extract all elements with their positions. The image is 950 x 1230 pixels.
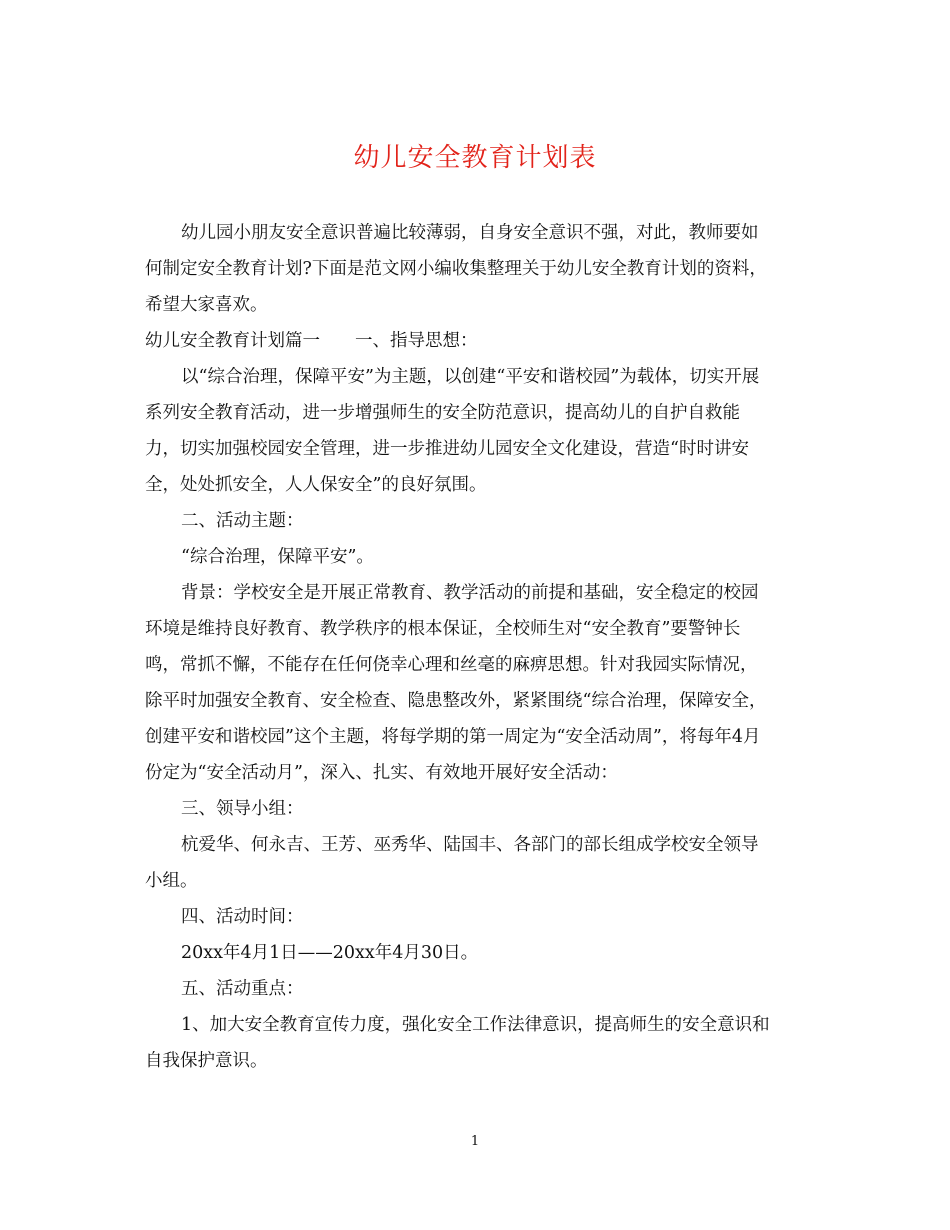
paragraph-line: 系列安全教育活动，进一步增强师生的安全防范意识，提高幼儿的自护自救能: [145, 403, 740, 423]
paragraph-line: 自我保护意识。: [145, 1051, 268, 1071]
paragraph-line: 全，处处抓安全，人人保安全”的良好氛围。: [145, 475, 487, 495]
paragraph-line: 除平时加强安全教育、安全检查、隐患整改外，紧紧围绕“综合治理，保障安全，: [145, 691, 767, 711]
paragraph-line: 份定为“安全活动月”，深入、扎实、有效地开展好安全活动：: [145, 763, 618, 783]
section-heading: 三、领导小组：: [181, 799, 304, 819]
section-heading: 五、活动重点：: [181, 979, 304, 999]
paragraph-line: 希望大家喜欢。: [145, 295, 268, 315]
paragraph-line: 幼儿园小朋友安全意识普遍比较薄弱，自身安全意识不强，对此，教师要如: [181, 223, 759, 243]
section-heading: 二、活动主题：: [181, 511, 304, 531]
paragraph-line: 鸣，常抓不懈，不能存在任何侥幸心理和丝毫的麻痹思想。针对我园实际情况，: [145, 655, 758, 675]
paragraph-line: 杭爱华、何永吉、王芳、巫秀华、陆国丰、各部门的部长组成学校安全领导: [181, 835, 759, 855]
paragraph-line: 20xx年4月1日——20xx年4月30日。: [181, 943, 479, 963]
paragraph-line: “综合治理，保障平安”。: [181, 547, 374, 567]
paragraph-line: 以“综合治理，保障平安”为主题，以创建“平安和谐校园”为载体，切实开展: [181, 367, 760, 387]
paragraph-line: 小组。: [145, 871, 198, 891]
paragraph-line: 力，切实加强校园安全管理，进一步推进幼儿园安全文化建设，营造“时时讲安: [145, 439, 749, 459]
paragraph-line: 背景：学校安全是开展正常教育、教学活动的前提和基础，安全稳定的校园: [181, 583, 759, 603]
paragraph-line: 幼儿安全教育计划篇一 一、指导思想：: [145, 331, 478, 351]
section-heading: 四、活动时间：: [181, 907, 304, 927]
paragraph-line: 创建平安和谐校园”这个主题，将每学期的第一周定为“安全活动周”，将每年4月: [145, 727, 761, 747]
page-title: 幼儿安全教育计划表: [353, 143, 597, 173]
page-number: 1: [470, 1134, 480, 1149]
paragraph-line: 何制定安全教育计划?下面是范文网小编收集整理关于幼儿安全教育计划的资料，: [145, 259, 767, 279]
paragraph-line: 1、加大安全教育宣传力度，强化安全工作法律意识，提高师生的安全意识和: [181, 1015, 770, 1035]
paragraph-line: 环境是维持良好教育、教学秩序的根本保证，全校师生对“安全教育”要警钟长: [145, 619, 741, 639]
